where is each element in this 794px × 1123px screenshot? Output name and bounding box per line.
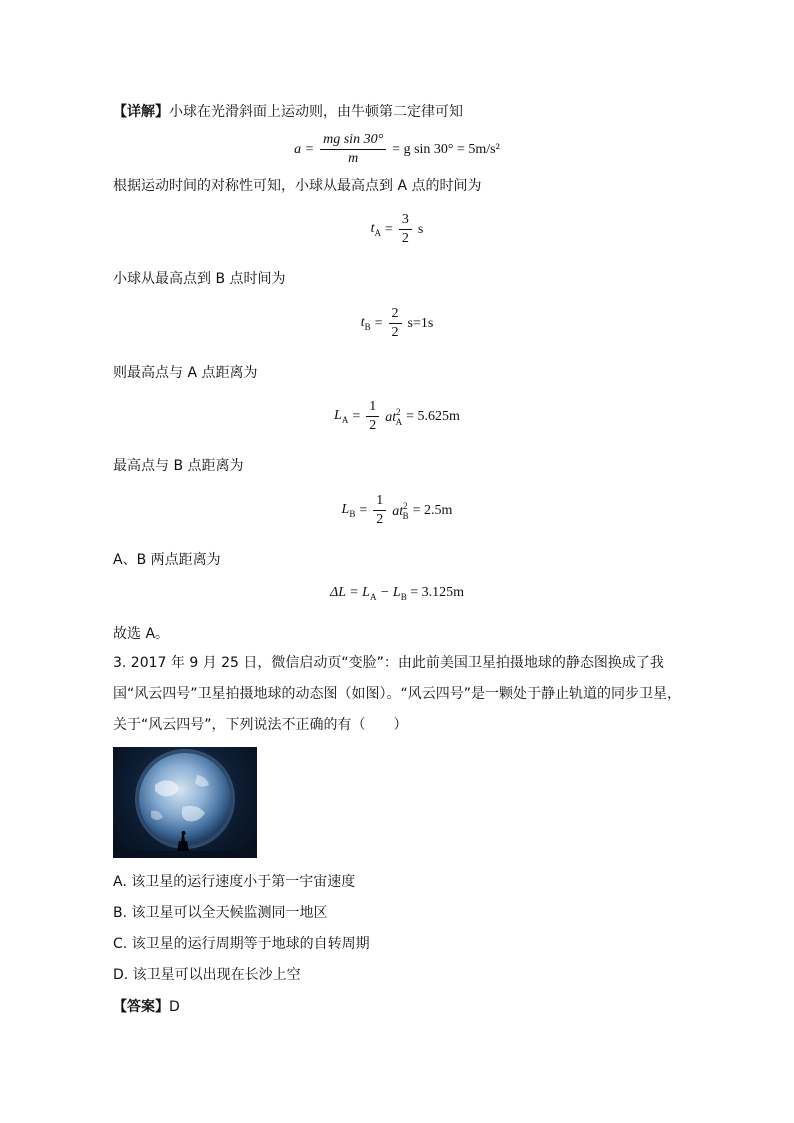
line-lb: 最高点与 B 点距离为 (113, 458, 244, 474)
eq6-lhs: ΔL = L (329, 585, 370, 600)
eq1-den: m (348, 151, 359, 166)
equation-lb (0, 493, 794, 528)
eq6-mid: − L (376, 585, 401, 600)
answer-value: D (169, 999, 180, 1015)
equation-ta (0, 212, 794, 247)
eq3-sub: B (364, 322, 371, 332)
equation-acceleration (0, 132, 794, 167)
eq6-sub2: B (400, 592, 407, 602)
eq4-num: 1 (366, 399, 379, 417)
line-ab: A、B 两点距离为 (113, 552, 221, 568)
eq4-var: at (385, 409, 397, 425)
eq6-rhs: = 3.125m (406, 585, 465, 600)
eq5-sub: B (349, 509, 356, 519)
eq5-rhs: = 2.5m (412, 502, 453, 518)
eq2-den: 2 (401, 231, 409, 246)
eq1-num: mg sin 30° (323, 132, 384, 147)
eq5-varsub: B (402, 510, 409, 521)
eq1-rhs: = g sin 30° = 5m/s² (392, 141, 500, 157)
eq2-unit: s (417, 221, 424, 237)
eq1-fraction (320, 132, 386, 167)
option-b: B. 该卫星可以全天候监测同一地区 (113, 905, 328, 921)
eq3-rest: s=1s (407, 315, 434, 331)
eq5-fraction (373, 493, 386, 528)
question-text: 3. 2017 年 9 月 25 日，微信启动页“变脸”：由此前美国卫星拍摄地球的静态图换成了我国“风云四号”卫星拍摄地球的动态图（如图）。“风云四号”是一颗处于静止轨道的同步卫星，关于“风云四号”，下列说法不正确的有（ ） (113, 655, 682, 733)
eq5-sup: 2 (403, 500, 408, 511)
answer-line (113, 998, 180, 1016)
eq4-den: 2 (369, 418, 377, 433)
equation-la (0, 399, 794, 434)
eq4-fraction (366, 399, 379, 434)
eq2-fraction (399, 212, 412, 247)
eq4-sub: A (341, 415, 349, 425)
line-symmetry: 根据运动时间的对称性可知，小球从最高点到 A 点的时间为 (113, 178, 482, 194)
detail-intro: 小球在光滑斜面上运动则，由牛顿第二定律可知 (169, 104, 463, 120)
eq3-fraction (389, 306, 402, 341)
eq3-eq: = (374, 315, 383, 331)
eq5-eq: = (359, 502, 368, 518)
eq2-lhs: t (370, 221, 375, 236)
eq5-den: 2 (376, 512, 384, 527)
answer-tag: 【答案】 (113, 999, 169, 1015)
earth-globe (139, 753, 231, 845)
eq1-lhs: a = (294, 141, 315, 157)
earth-picture (113, 747, 257, 858)
eq3-den: 2 (391, 325, 399, 340)
eq6-sub1: A (369, 592, 377, 602)
conclusion: 故选 A。 (113, 626, 170, 642)
eq5-num: 1 (373, 493, 386, 511)
option-d: D. 该卫星可以出现在长沙上空 (113, 967, 301, 983)
eq4-sup: 2 (396, 406, 401, 417)
eq4-rhs: = 5.625m (406, 408, 460, 424)
eq2-sub: A (374, 228, 382, 238)
detail-intro-line (113, 103, 463, 121)
line-b-time: 小球从最高点到 B 点时间为 (113, 271, 286, 287)
eq4-varsub: A (395, 416, 403, 427)
option-c: C. 该卫星的运行周期等于地球的自转周期 (113, 936, 370, 952)
equation-tb (0, 306, 794, 341)
eq5-var: at (392, 503, 404, 519)
detail-tag: 【详解】 (113, 104, 169, 120)
eq5-lhs: L (341, 502, 350, 517)
equation-delta-l (0, 585, 794, 602)
earth-image (113, 747, 257, 858)
eq3-lhs: t (360, 315, 365, 330)
eq2-eq: = (385, 221, 393, 237)
eq4-lhs: L (334, 408, 342, 423)
eq4-eq: = (352, 408, 361, 424)
eq3-num: 2 (389, 306, 402, 324)
option-a: A. 该卫星的运行速度小于第一宇宙速度 (113, 874, 356, 890)
eq2-num: 3 (399, 212, 412, 230)
line-la: 则最高点与 A 点距离为 (113, 365, 258, 381)
